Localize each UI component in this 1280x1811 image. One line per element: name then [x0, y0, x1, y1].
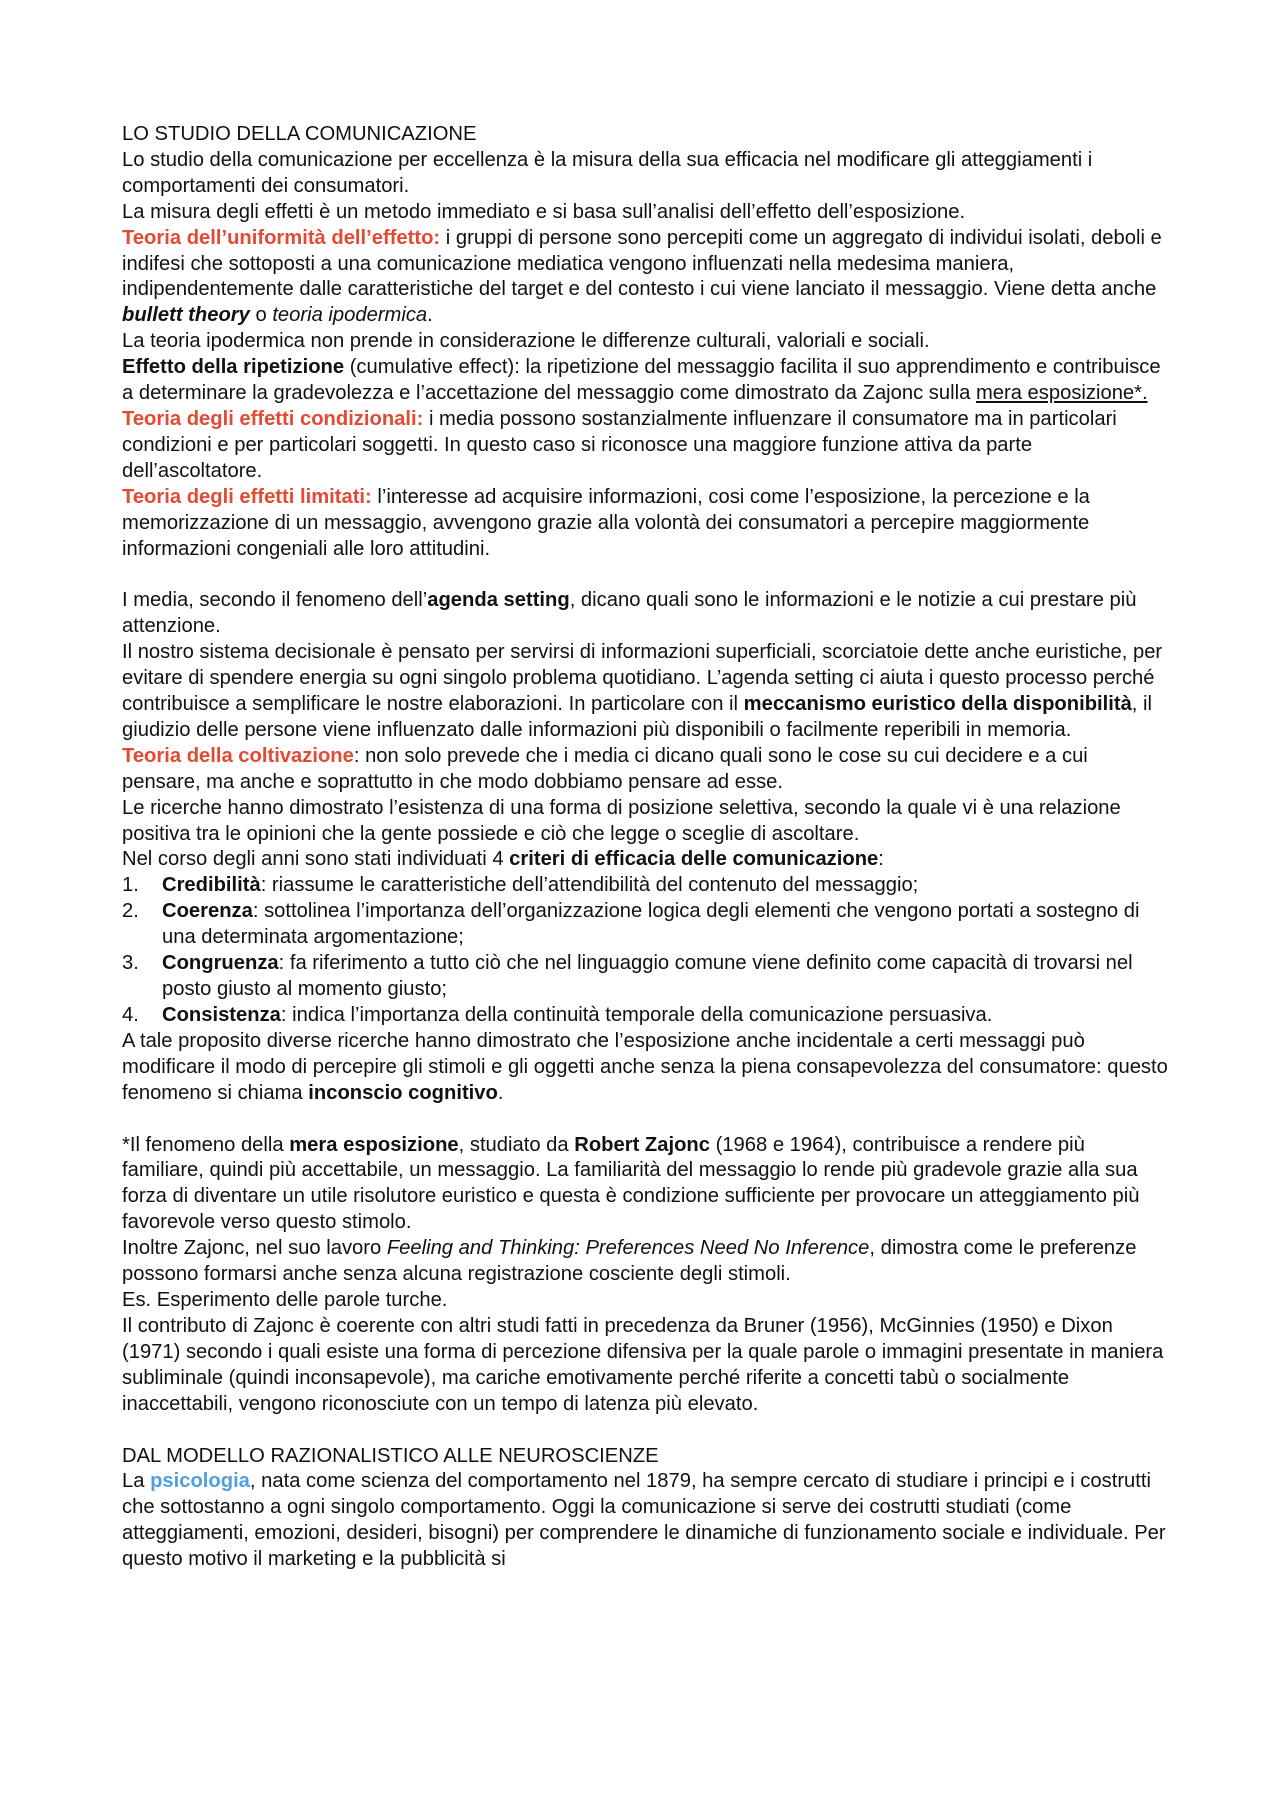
text-run: o — [249, 304, 273, 327]
text-run: : sottolinea l’importanza dell’organizzazione logica degli elementi che vengono portati a sostegno di una determinata argomentazione; — [162, 900, 1140, 949]
text-run: La — [122, 1470, 151, 1493]
paragraph: Lo studio della comunicazione per eccellenza è la misura della sua efficacia nel modificare gli atteggiamenti i comportamenti dei consumatori. — [122, 148, 1093, 197]
text-run: (cumulative effect): la ripetizione del messaggio facilita il suo apprendimento e contribuisce a determinare la gradevolezza e l’accettazione del messaggio come dimostrato da Zajonc sulla — [122, 356, 1161, 405]
bold-term: Effetto della ripetizione — [122, 356, 345, 379]
text-run: : riassume le caratteristiche dell’attendibilità del contenuto del messaggio; — [260, 874, 919, 897]
highlighted-term: Teoria dell’uniformità dell’effetto: — [122, 226, 441, 249]
paragraph — [122, 355, 1168, 407]
paragraph: Il contributo di Zajonc è coerente con altri studi fatti in precedenza da Bruner (1956), McGinnies (1950) e Dixon (1971) secondo i quali esiste una forma di percezione difensiva per la quale parole o immagini presentate in maniera subliminale (quindi inconsapevole), ma cariche emotivamente perché riferite a concetti tabù o socialmente inaccettabili, vengono riconosciute con un tempo di latenza più elevato. — [122, 1314, 1164, 1415]
list-number: 2. — [122, 900, 139, 923]
text-run: , il giudizio delle persone viene influenzato dalle informazioni più disponibili o facilmente reperibili in memoria. — [122, 693, 1152, 741]
text-run: I media, secondo il fenomeno dell’ — [122, 589, 428, 612]
list-number: 1. — [122, 874, 139, 897]
list-number: 4. — [122, 1003, 139, 1026]
spacer — [122, 1418, 1168, 1444]
text-run: . — [497, 1081, 504, 1104]
paragraph — [122, 1236, 1168, 1288]
bold-term: Credibilità — [162, 874, 261, 897]
text-run: *Il fenomeno della — [122, 1133, 290, 1156]
text-run: : indica l’importanza della continuità temporale della comunicazione persuasiva. — [280, 1003, 993, 1026]
text-run: , dimostra come le preferenze possono formarsi anche senza alcuna registrazione cosciente degli stimoli. — [122, 1237, 1137, 1286]
paragraph: La teoria ipodermica non prende in considerazione le differenze culturali, valoriali e sociali. — [122, 330, 930, 353]
spacer — [122, 1107, 1168, 1133]
paragraph — [122, 1469, 1168, 1573]
section-heading: DAL MODELLO RAZIONALISTICO ALLE NEUROSCIENZE — [122, 1444, 659, 1467]
paragraph — [122, 640, 1168, 744]
paragraph — [122, 226, 1168, 330]
text-run: : non solo prevede che i media ci dicano quali sono le cose su cui decidere e a cui pensare, ma anche e soprattutto in che modo dobbiamo pensare ad esse. — [122, 744, 1088, 793]
bold-term: agenda setting — [427, 589, 570, 612]
bold-term: Coerenza — [162, 900, 253, 923]
paragraph — [122, 1029, 1168, 1107]
underlined-reference: mera esposizione*. — [975, 382, 1148, 405]
text-run: i gruppi di persone sono percepiti come un aggregato di individui isolati, deboli e indifesi che sottoposti a una comunicazione mediatica vengono influenzati nella medesima maniera, indipendentemente dalle caratteristiche del target e del contesto i cui viene lanciato il messaggio. Viene detta anche — [122, 226, 1162, 301]
highlighted-term: Teoria degli effetti limitati: — [122, 485, 372, 508]
text-run: Il nostro sistema decisionale è pensato per servirsi di informazioni superficiali, scorciatoie dette anche euristiche, per evitare di spendere energia su ogni singolo problema quotidiano. L’agenda setting ci aiuta i questo processo perché contribuisce a semplificare le nostre elaborazioni. In particolare con il — [122, 641, 1163, 716]
paragraph — [122, 485, 1168, 563]
italic-term: teoria ipodermica — [272, 304, 428, 327]
highlighted-term: psicologia — [150, 1470, 250, 1493]
italic-title: Feeling and Thinking: Preferences Need No Inference — [386, 1237, 870, 1260]
text-run: Nel corso degli anni sono stati individuati 4 — [122, 848, 510, 871]
text-run: A tale proposito diverse ricerche hanno dimostrato che l’esposizione anche incidentale a certi messaggi può modificare il modo di percepire gli stimoli e gli oggetti anche senza la piena consapevolezza del consumatore: questo fenomeno si chiama — [122, 1029, 1168, 1104]
highlighted-term: Teoria della coltivazione — [122, 744, 354, 767]
paragraph — [122, 407, 1168, 485]
spacer — [122, 562, 1168, 588]
text-run: Inoltre Zajonc, nel suo lavoro — [122, 1237, 387, 1260]
criteria-list — [122, 873, 1168, 1028]
paragraph: Es. Esperimento delle parole turche. — [122, 1288, 448, 1311]
paragraph — [122, 1133, 1168, 1237]
bold-term: Consistenza — [162, 1003, 281, 1026]
bold-term: Robert Zajonc — [574, 1133, 710, 1156]
section-heading: LO STUDIO DELLA COMUNICAZIONE — [122, 123, 477, 145]
text-run: . — [427, 304, 433, 327]
text-run: (1968 e 1964), contribuisce a rendere più familiare, quindi più accettabile, un messaggio. La familiarità del messaggio lo rende più gradevole grazie alla sua forza di diventare un utile risolutore euristico e questa è condizione sufficiente per provocare un atteggiamento più favorevole verso questo stimolo. — [122, 1133, 1140, 1234]
list-item — [122, 873, 1168, 899]
bold-italic-term: bullett theory — [122, 304, 250, 327]
text-run: , dicano quali sono le informazioni e le notizie a cui prestare più attenzione. — [122, 589, 1137, 638]
bold-term: mera esposizione — [289, 1133, 459, 1156]
list-item — [122, 1003, 1168, 1029]
highlighted-term: Teoria degli effetti condizionali: — [122, 407, 424, 430]
text-run: , studiato da — [458, 1133, 575, 1156]
paragraph — [122, 744, 1168, 796]
list-item — [122, 899, 1168, 951]
list-number: 3. — [122, 952, 139, 975]
bold-term: inconscio cognitivo — [308, 1081, 498, 1104]
text-run: : fa riferimento a tutto ciò che nel linguaggio comune viene definito come capacità di trovarsi nel posto giusto al momento giusto; — [162, 952, 1133, 1000]
bold-term: Congruenza — [162, 952, 279, 975]
list-item — [122, 951, 1168, 1003]
paragraph — [122, 847, 1168, 873]
paragraph: La misura degli effetti è un metodo immediato e si basa sull’analisi dell’effetto dell’esposizione. — [122, 200, 966, 223]
text-run: : — [878, 848, 884, 871]
text-run: , nata come scienza del comportamento nel 1879, ha sempre cercato di studiare i principi e i costrutti che sottostanno a ogni singolo comportamento. Oggi la comunicazione si serve dei costrutti studiati (come atteggiamenti, emozioni, desideri, bisogni) per comprendere le dinamiche di funzionamento sociale e individuale. Per questo motivo il marketing e la pubblicità si — [122, 1470, 1166, 1571]
text-run: l’interesse ad acquisire informazioni, cosi come l’esposizione, la percezione e la memorizzazione di un messaggio, avvengono grazie alla volontà dei consumatori a percepire maggiormente informazioni congeniali alle loro attitudini. — [122, 485, 1090, 560]
paragraph — [122, 588, 1168, 640]
bold-term: meccanismo euristico della disponibilità — [743, 693, 1132, 716]
text-run: i media possono sostanzialmente influenzare il consumatore ma in particolari condizioni e per particolari soggetti. In questo caso si riconosce una maggiore funzione attiva da parte dell’ascoltatore. — [122, 407, 1117, 482]
bold-term: criteri di efficacia delle comunicazione — [509, 848, 879, 871]
paragraph: Le ricerche hanno dimostrato l’esistenza di una forma di posizione selettiva, secondo la quale vi è una relazione positiva tra le opinioni che la gente possiede e ciò che legge o sceglie di ascoltare. — [122, 796, 1121, 845]
